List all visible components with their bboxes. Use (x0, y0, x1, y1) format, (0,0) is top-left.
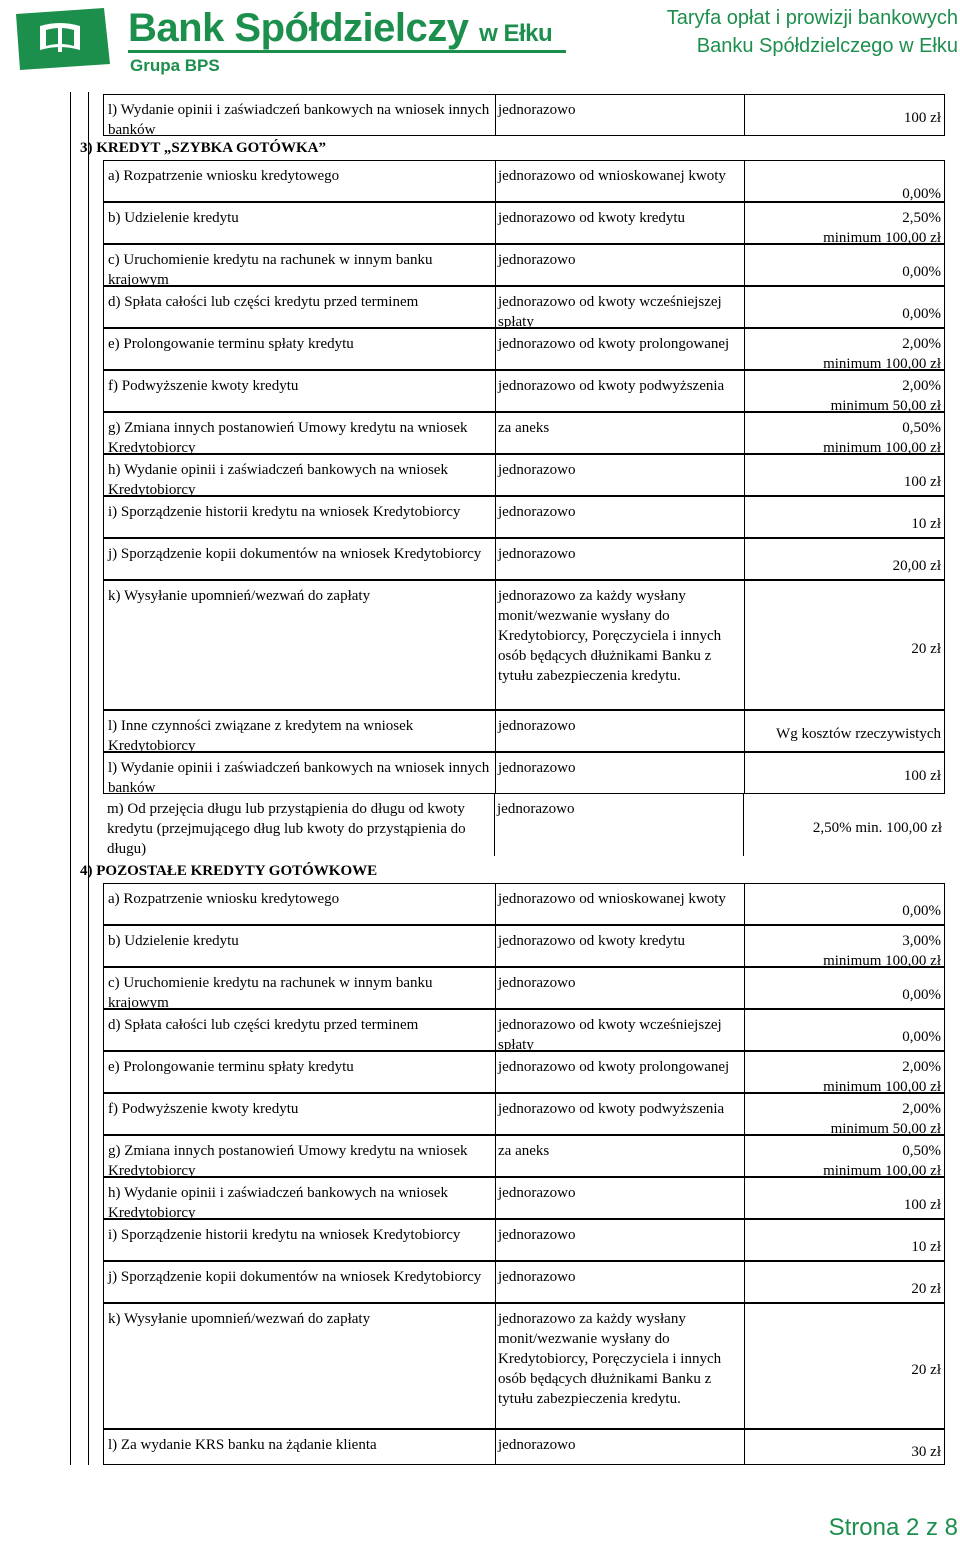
fee-name: a) Rozpatrzenie wniosku kredytowego (108, 168, 340, 184)
fee-rate: 0,00% (902, 186, 941, 202)
fee-name: f) Podwyższenie kwoty kredytu (108, 1101, 299, 1117)
fee-mode: jednorazowo od kwoty kredytu (498, 933, 686, 949)
bank-logo-icon (6, 6, 114, 72)
fee-rate: 2,50% minimum 100,00 zł (823, 210, 941, 246)
fee-name: h) Wydanie opinii i zaświadczeń bankowych na wniosek Kredytobiorcy (108, 1185, 448, 1221)
fee-mode: jednorazowo od kwoty kredytu (498, 210, 686, 226)
table-row (103, 1177, 945, 1219)
table-row (103, 580, 945, 710)
table-row (103, 370, 945, 412)
fee-mode: jednorazowo za każdy wysłany monit/wezwanie wysłany do Kredytobiorcy, Poręczyciela i innych osób będących dłużnikami Banku z tytułu zabezpieczenia kredytu. (498, 588, 722, 684)
fee-rate: 20,00 zł (892, 558, 941, 574)
fee-name: f) Podwyższenie kwoty kredytu (108, 378, 299, 394)
bank-name: Bank Spółdzielczy w Ełku (128, 6, 553, 50)
fee-rate: 0,00% (902, 306, 941, 322)
fee-mode: jednorazowo (497, 801, 575, 817)
fee-mode: za aneks (498, 1143, 550, 1159)
fee-name: c) Uruchomienie kredytu na rachunek w innym banku krajowym (108, 975, 433, 1011)
fee-mode: jednorazowo (498, 975, 576, 991)
fee-rate: 10 zł (911, 516, 941, 532)
table-row (103, 1429, 945, 1465)
fee-name: c) Uruchomienie kredytu na rachunek w innym banku krajowym (108, 252, 433, 288)
fee-name: k) Wysyłanie upomnień/wezwań do zapłaty (108, 1311, 371, 1327)
fee-rate: 30 zł (911, 1444, 941, 1460)
table-row (103, 1219, 945, 1261)
fee-mode: jednorazowo (498, 760, 576, 776)
table-row (103, 160, 945, 202)
fee-name: b) Udzielenie kredytu (108, 210, 239, 226)
fee-mode: jednorazowo (498, 252, 576, 268)
fee-mode: jednorazowo (498, 1437, 576, 1453)
fee-name: b) Udzielenie kredytu (108, 933, 239, 949)
table-row (103, 538, 945, 580)
fee-rate: 2,00% minimum 50,00 zł (830, 378, 941, 414)
table-row (103, 454, 945, 496)
fee-mode: jednorazowo (498, 1185, 576, 1201)
table-row (103, 925, 945, 967)
table-row (103, 1051, 945, 1093)
fee-mode: jednorazowo od kwoty wcześniejszej spłaty (498, 1017, 722, 1053)
fee-name: d) Spłata całości lub części kredytu przed terminem (108, 1017, 419, 1033)
fee-name: a) Rozpatrzenie wniosku kredytowego (108, 891, 340, 907)
fee-mode: jednorazowo od kwoty prolongowanej (498, 336, 730, 352)
fee-rate: 2,00% minimum 100,00 zł (823, 336, 941, 372)
fee-name: l) Za wydanie KRS banku na żądanie klienta (108, 1437, 377, 1453)
fee-mode: jednorazowo (498, 102, 576, 118)
fee-rate: 20 zł (911, 641, 941, 657)
table-row (103, 94, 945, 136)
fee-mode: jednorazowo (498, 462, 576, 478)
fee-rate: 0,50% minimum 100,00 zł (823, 1143, 941, 1179)
table-row (103, 1009, 945, 1051)
fee-rate: 0,00% (902, 264, 941, 280)
header-rule (128, 50, 566, 53)
fee-name: j) Sporządzenie kopii dokumentów na wniosek Kredytobiorcy (108, 546, 482, 562)
fee-rate: 2,00% minimum 100,00 zł (823, 1059, 941, 1095)
fee-rate: 100 zł (903, 474, 941, 490)
fee-name: d) Spłata całości lub części kredytu przed terminem (108, 294, 419, 310)
fee-name: g) Zmiana innych postanowień Umowy kredytu na wniosek Kredytobiorcy (108, 420, 468, 456)
fee-name: l) Inne czynności związane z kredytem na wniosek Kredytobiorcy (108, 718, 414, 754)
fee-name: i) Sporządzenie historii kredytu na wniosek Kredytobiorcy (108, 504, 461, 520)
table-row (103, 1261, 945, 1303)
fee-mode: jednorazowo (498, 1227, 576, 1243)
table-row (103, 412, 945, 454)
fee-mode: jednorazowo (498, 504, 576, 520)
fee-rate: 0,00% (902, 1029, 941, 1045)
fee-mode: jednorazowo za każdy wysłany monit/wezwanie wysłany do Kredytobiorcy, Poręczyciela i innych osób będących dłużnikami Banku z tytułu zabezpieczenia kredytu. (498, 1311, 722, 1407)
fee-name: g) Zmiana innych postanowień Umowy kredytu na wniosek Kredytobiorcy (108, 1143, 468, 1179)
fee-rate: 2,50% min. 100,00 zł (812, 820, 942, 836)
fee-mode: jednorazowo (498, 718, 576, 734)
fee-mode: za aneks (498, 420, 550, 436)
fee-name: h) Wydanie opinii i zaświadczeń bankowych na wniosek Kredytobiorcy (108, 462, 448, 498)
fee-rate: 0,50% minimum 100,00 zł (823, 420, 941, 456)
fee-rate: 0,00% (902, 987, 941, 1003)
fee-rate: Wg kosztów rzeczywistych (776, 726, 941, 742)
fee-mode: jednorazowo od kwoty prolongowanej (498, 1059, 730, 1075)
fee-mode: jednorazowo od wnioskowanej kwoty (498, 891, 726, 907)
fee-rate: 2,00% minimum 50,00 zł (830, 1101, 941, 1137)
table-row (103, 202, 945, 244)
bank-group: Grupa BPS (130, 56, 220, 75)
fee-mode: jednorazowo od kwoty wcześniejszej spłaty (498, 294, 722, 330)
fee-rate: 20 zł (911, 1362, 941, 1378)
fee-name: l) Wydanie opinii i zaświadczeń bankowych na wniosek innych banków (108, 760, 490, 796)
table-row (103, 710, 945, 752)
fee-name: i) Sporządzenie historii kredytu na wniosek Kredytobiorcy (108, 1227, 461, 1243)
table-row (103, 1303, 945, 1429)
margin-line (70, 92, 71, 1465)
table-row (103, 286, 945, 328)
document-title: Taryfa opłat i prowizji bankowych Banku Spółdzielczego w Ełku (666, 7, 958, 57)
fee-name: m) Od przejęcia długu lub przystąpienia do długu od kwoty kredytu (przejmującego dług lub kwoty do przystąpienia do długu) (107, 801, 466, 857)
table-row (103, 883, 945, 925)
fee-name: j) Sporządzenie kopii dokumentów na wniosek Kredytobiorcy (108, 1269, 482, 1285)
fee-rate: 3,00% minimum 100,00 zł (823, 933, 941, 969)
margin-line (88, 92, 89, 1465)
page-number: Strona 2 z 8 (828, 1514, 958, 1541)
fee-name: e) Prolongowanie terminu spłaty kredytu (108, 1059, 354, 1075)
fee-rate: 10 zł (911, 1239, 941, 1255)
fee-rate: 100 zł (903, 768, 941, 784)
fee-rate: 100 zł (903, 1197, 941, 1213)
fee-mode: jednorazowo (498, 1269, 576, 1285)
fee-rate: 0,00% (902, 903, 941, 919)
table-row (103, 967, 945, 1009)
fee-mode: jednorazowo od kwoty podwyższenia (498, 378, 725, 394)
fee-rate: 20 zł (911, 1281, 941, 1297)
fee-name: e) Prolongowanie terminu spłaty kredytu (108, 336, 354, 352)
table-row (103, 328, 945, 370)
table-row (103, 244, 945, 286)
fee-name: k) Wysyłanie upomnień/wezwań do zapłaty (108, 588, 371, 604)
table-row (103, 496, 945, 538)
section-title: 4) POZOSTAŁE KREDYTY GOTÓWKOWE (80, 863, 378, 879)
table-row (103, 794, 945, 856)
fee-mode: jednorazowo od wnioskowanej kwoty (498, 168, 726, 184)
fee-mode: jednorazowo (498, 546, 576, 562)
fee-rate: 100 zł (903, 110, 941, 126)
table-row (103, 752, 945, 794)
fee-name: l) Wydanie opinii i zaświadczeń bankowych na wniosek innych banków (108, 102, 490, 138)
table-row (103, 1135, 945, 1177)
section-title: 3) KREDYT „SZYBKA GOTÓWKA” (80, 140, 327, 156)
table-row (103, 1093, 945, 1135)
page-header (0, 0, 960, 90)
fee-mode: jednorazowo od kwoty podwyższenia (498, 1101, 725, 1117)
